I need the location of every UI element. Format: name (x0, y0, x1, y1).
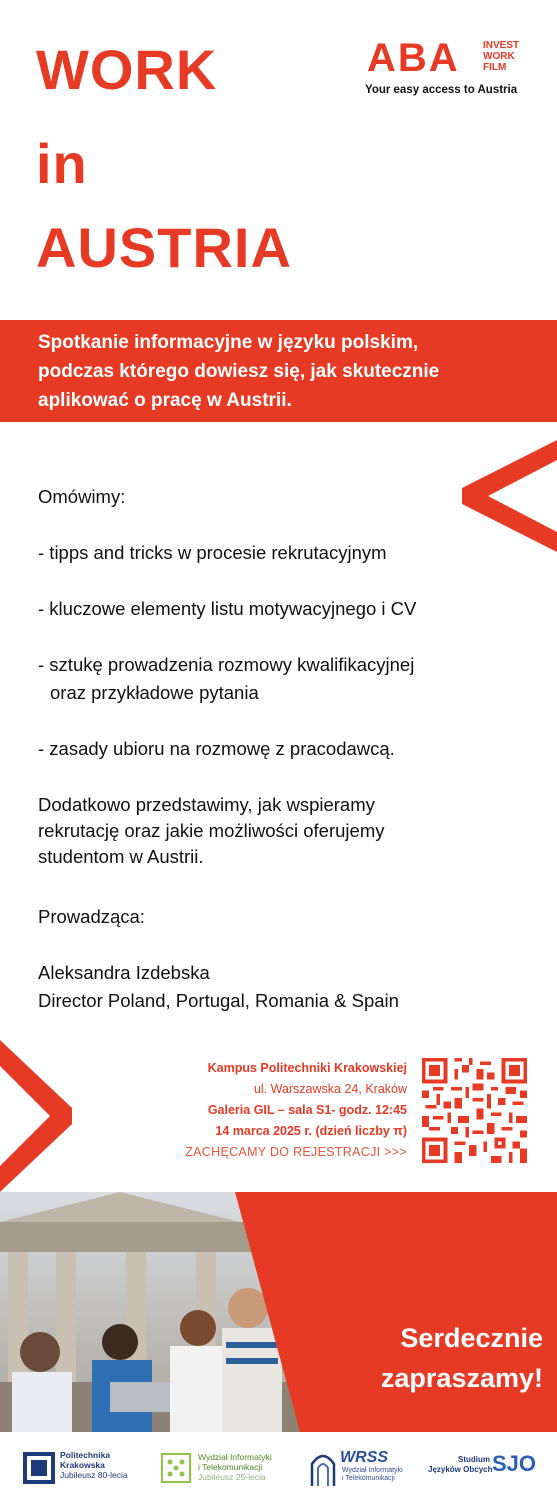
pk-line-3: Jubileusz 80-lecia (60, 1470, 128, 1480)
intro-line-1: Spotkanie informacyjne w języku polskim, (38, 332, 419, 353)
pk-line-1: Politechnika (60, 1450, 111, 1460)
sjo-logo-text (428, 1455, 493, 1475)
wit-grid-icon (160, 1448, 194, 1488)
extra-line-1: Dodatkowo przedstawimy, jak wspieramy (38, 794, 375, 815)
agenda-heading: Omówimy: (38, 486, 126, 507)
intro-text (38, 328, 508, 415)
aba-logo-sub-invest: INVEST (483, 40, 520, 51)
event-address: ul. Warszawska 24, Kraków (253, 1082, 407, 1096)
cta-line-1: Serdecznie (400, 1323, 543, 1353)
aba-logo-subtitle (483, 40, 519, 73)
title-line-work: WORK (36, 38, 218, 101)
presenter-heading: Prowadząca: (38, 906, 145, 927)
event-campus: Kampus Politechniki Krakowskiej (207, 1061, 407, 1075)
cta-text (305, 1318, 543, 1398)
agenda-item-4: - zasady ubioru na rozmowę z pracodawcą. (38, 738, 395, 759)
wrss-line-2: i Telekomunikacji (342, 1475, 395, 1482)
agenda-item-2: - kluczowe elementy listu motywacyjnego i CV (38, 598, 417, 619)
sjo-brand: SJO (492, 1451, 537, 1476)
wit-logo-text (198, 1452, 272, 1482)
chevron-right-decoration-icon (0, 1040, 72, 1192)
sjo-line-1: Studium (458, 1455, 490, 1464)
presenter-role: Director Poland, Portugal, Romania & Spain (38, 990, 399, 1011)
aba-logo-tagline: Your easy access to Austria (365, 84, 518, 96)
presenter-name: Aleksandra Izdebska (38, 962, 210, 983)
chevron-left-decoration-icon (458, 440, 557, 552)
pk-crest-icon (22, 1448, 56, 1488)
wit-line-1: Wydział Informatyki (198, 1452, 272, 1462)
title-line-austria: AUSTRIA (36, 216, 292, 279)
event-details (107, 1058, 407, 1163)
extra-line-3: studentom w Austrii. (38, 846, 204, 867)
title-line-in: in (36, 132, 88, 195)
event-venue: Galeria GIL – sala S1- godz. 12:45 (207, 1103, 407, 1117)
extra-line-2: rekrutację oraz jakie możliwości oferujemy (38, 820, 385, 841)
wrss-arch-icon (308, 1448, 338, 1488)
sjo-line-2: Języków Obcych (428, 1465, 493, 1474)
agenda-item-3a: - sztukę prowadzenia rozmowy kwalifikacyjnej (38, 654, 415, 675)
pk-line-2: Krakowska (60, 1460, 105, 1470)
wit-line-2: i Telekomunikacji (198, 1462, 263, 1472)
wrss-line-1: Wydział Informatyki (342, 1467, 403, 1474)
intro-line-2: podczas którego dowiesz się, jak skutecznie (38, 361, 440, 382)
qr-code[interactable] (422, 1058, 527, 1163)
event-register-link[interactable]: ZACHĘCAMY DO REJESTRACJI >>> (185, 1145, 407, 1159)
intro-line-3: aplikować o pracę w Austrii. (38, 390, 292, 411)
wit-line-3: Jubileusz 25-lecia (198, 1472, 266, 1482)
wrss-logo-text (342, 1467, 403, 1483)
agenda-item-3b: oraz przykładowe pytania (50, 682, 259, 703)
aba-logo-sub-work: WORK (483, 51, 515, 62)
pk-logo-text (60, 1450, 128, 1480)
cta-line-2: zapraszamy! (380, 1363, 543, 1393)
agenda-item-1: - tipps and tricks w procesie rekrutacyjnym (38, 542, 387, 563)
event-date: 14 marca 2025 r. (dzień liczby π) (215, 1124, 407, 1138)
aba-logo-brand: ABA (367, 36, 460, 80)
aba-logo-sub-film: FILM (483, 62, 507, 73)
aba-logo (365, 38, 540, 100)
wrss-brand: WRSS (340, 1449, 388, 1466)
